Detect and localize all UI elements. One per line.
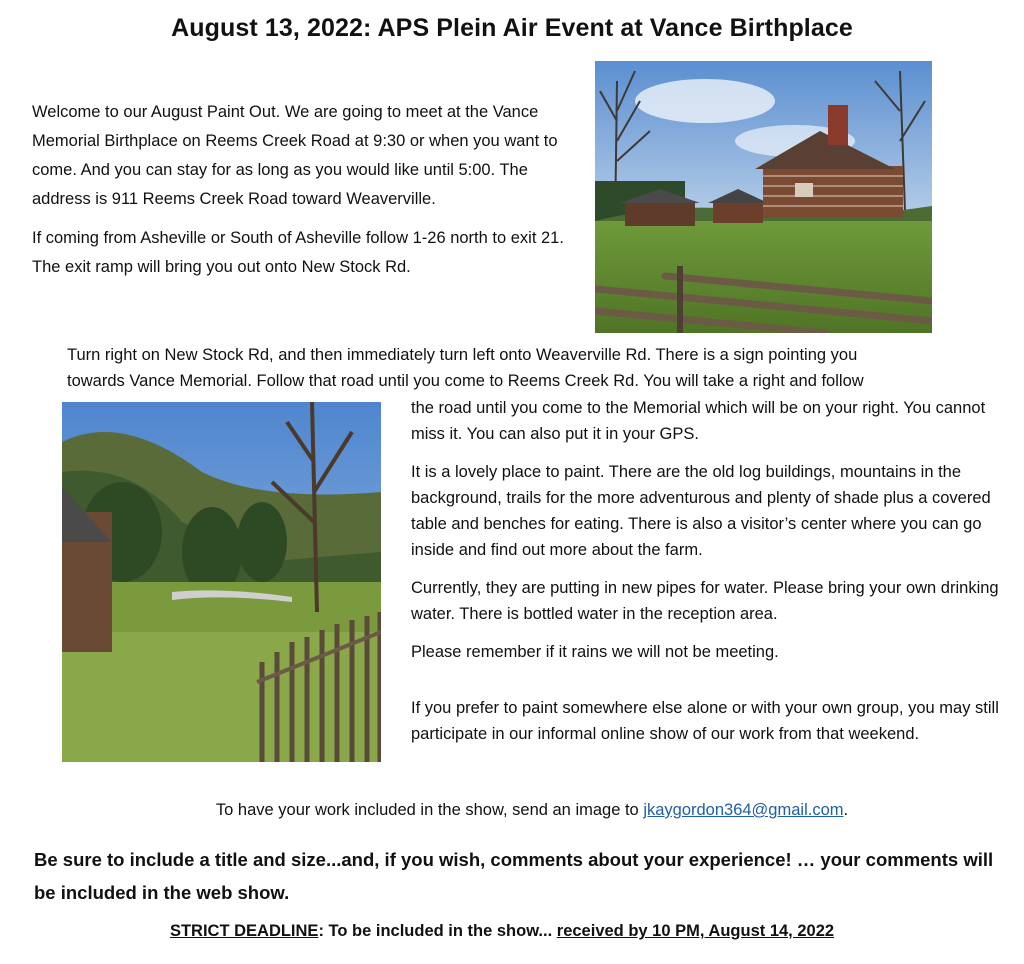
deadline-line <box>0 922 1004 941</box>
cabin-photo <box>595 61 932 333</box>
rain-notice: Please remember if it rains we will not be meeting. <box>411 643 779 661</box>
submission-tail: . <box>843 801 849 819</box>
intro-paragraph: Welcome to our August Paint Out. We are going to meet at the Vance Memorial Birthplace on Reems Creek Road at 9:30 or when you want to come. And you can stay for as long as you would like until 5:00. The address is 911 Reems Creek Road toward Weaverville. <box>32 103 558 208</box>
asheville-directions-paragraph: If coming from Asheville or South of Asheville follow 1-26 north to exit 21. The exit ramp will bring you out onto New Stock Rd. <box>32 229 564 276</box>
submission-text: To have your work included in the show, send an image to <box>215 801 644 819</box>
directions-line-2: towards Vance Memorial. Follow that road until you come to Reems Creek Rd. You will take a right and follow <box>67 372 864 390</box>
paint-elsewhere-paragraph: If you prefer to paint somewhere else alone or with your own group, you may still participate in our informal online show of our work from that weekend. <box>411 699 999 743</box>
page-title: August 13, 2022: APS Plein Air Event at Vance Birthplace <box>171 14 853 42</box>
grounds-photo <box>62 402 381 762</box>
directions-section <box>67 342 1007 394</box>
water-paragraph: Currently, they are putting in new pipes for water. Please bring your own drinking water. There is bottled water in the reception area. <box>411 579 999 623</box>
submission-instructions <box>0 801 1024 820</box>
deadline-middle: : To be included in the show... <box>318 922 557 940</box>
details-section <box>411 395 1011 759</box>
deadline-label: STRICT DEADLINE <box>169 922 319 940</box>
intro-section <box>32 98 582 292</box>
email-link[interactable]: jkaygordon364@gmail.com <box>643 801 844 819</box>
directions-line-1: Turn right on New Stock Rd, and then immediately turn left onto Weaverville Rd. There is a sign pointing you <box>67 346 858 364</box>
place-description-paragraph: It is a lovely place to paint. There are the old log buildings, mountains in the background, trails for the more adventurous and plenty of shade plus a covered table and benches for eating. There is also a visitor’s center where you can go inside and find out more about the farm. <box>411 463 991 559</box>
emphasis-note: Be sure to include a title and size...and, if you wish, comments about your experience! … your comments will be included in the web show. <box>34 849 994 903</box>
deadline-date: received by 10 PM, August 14, 2022 <box>556 922 835 940</box>
directions-continued: the road until you come to the Memorial which will be on your right. You cannot miss it. You can also put it in your GPS. <box>411 399 986 443</box>
